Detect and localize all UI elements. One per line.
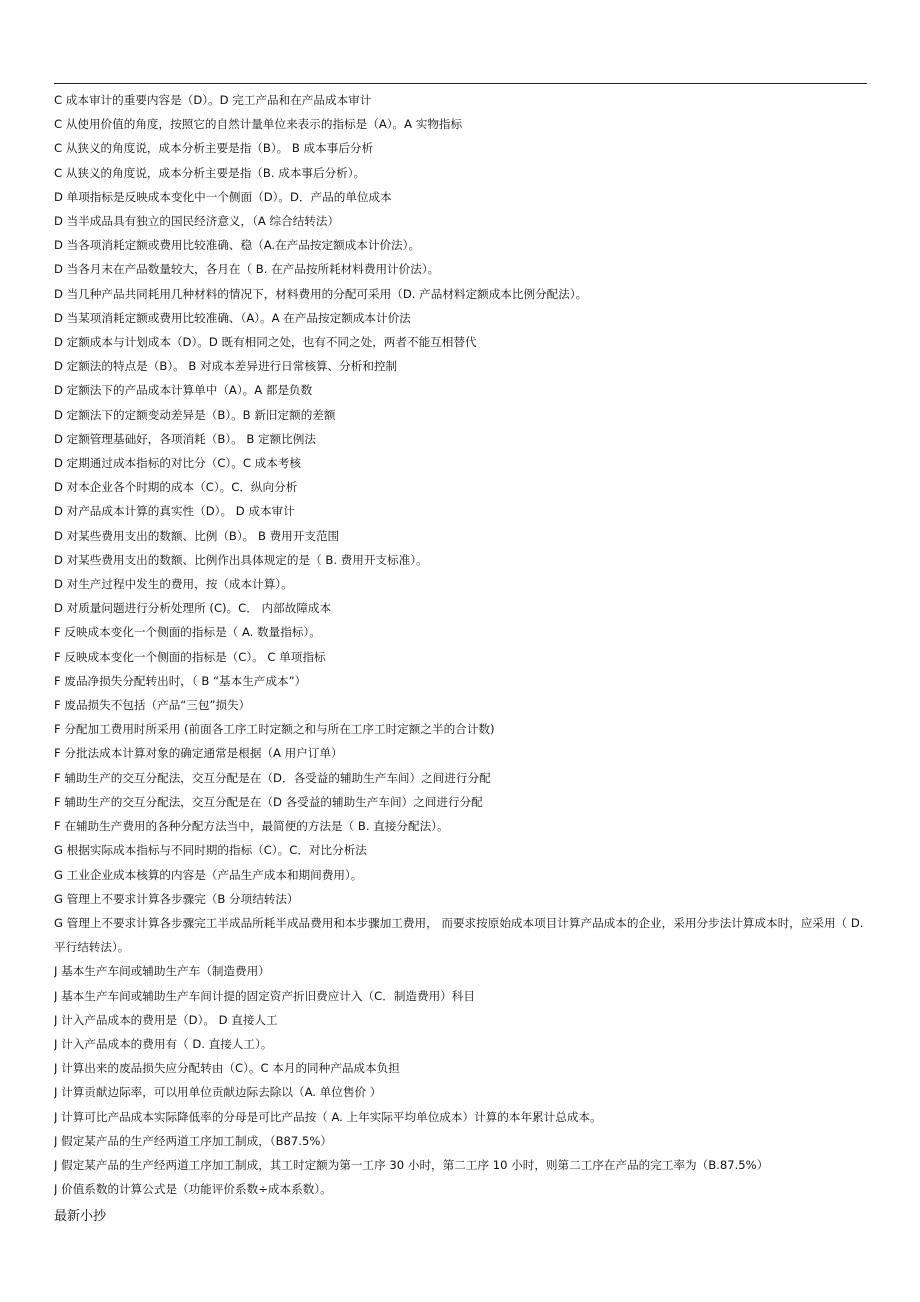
text-line: G 管理上不要求计算各步骤完（B 分项结转法） bbox=[54, 891, 299, 906]
document-body bbox=[54, 88, 867, 1201]
text-line: D 定额管理基础好，各项消耗（B）。 B 定额比例法 bbox=[54, 431, 316, 446]
text-line: D 单项指标是反映成本变化中一个侧面（D）。D．产品的单位成本 bbox=[54, 189, 392, 204]
text-line: D 对产品成本计算的真实性（D）。 D 成本审计 bbox=[54, 504, 295, 519]
text-line: D 对某些费用支出的数额、比例作出具体规定的是（ B. 费用开支标准）。 bbox=[54, 552, 428, 567]
text-line: D 当各项消耗定额或费用比较准确、稳（A.在产品按定额成本计价法）。 bbox=[54, 238, 421, 253]
text-line: C 从狭义的角度说，成本分析主要是指（B）。 B 成本事后分析 bbox=[54, 141, 374, 156]
text-line: C 从狭义的角度说，成本分析主要是指（B. 成本事后分析）。 bbox=[54, 165, 366, 180]
text-line: J 计算可比产品成本实际降低率的分母是可比产品按（ A. 上年实际平均单位成本）计算的本年累计总成本。 bbox=[54, 1109, 602, 1124]
text-line: G 工业企业成本核算的内容是（产品生产成本和期间费用）。 bbox=[54, 867, 363, 882]
text-line: F 分配加工费用时所采用 (前面各工序工时定额之和与所在工序工时定额之半的合计数) bbox=[54, 722, 495, 737]
text-line: C 成本审计的重要内容是（D）。D 完工产品和在产品成本审计 bbox=[54, 93, 372, 107]
text-line: F 反映成本变化一个侧面的指标是（ A. 数量指标）。 bbox=[54, 625, 321, 640]
text-line: F 废品损失不包括（产品“三包”损失） bbox=[54, 698, 251, 713]
text-line: F 分批法成本计算对象的确定通常是根据（A 用户订单） bbox=[54, 746, 343, 761]
text-line: D 当某项消耗定额或费用比较准确、（A）。A 在产品按定额成本计价法 bbox=[54, 310, 411, 325]
text-line: D 对生产过程中发生的费用，按（成本计算）。 bbox=[54, 577, 293, 592]
text-line: J 基本生产车间或辅助生产车（制造费用） bbox=[54, 964, 270, 979]
text-line: C 从使用价值的角度，按照它的自然计量单位来表示的指标是（A）。A 实物指标 bbox=[54, 117, 463, 132]
text-line: D 定额法下的产品成本计算单中（A）。A 都是负数 bbox=[54, 383, 313, 398]
text-line: J 计入产品成本的费用有（ D. 直接人工）。 bbox=[54, 1036, 273, 1051]
text-line: D 定额法的特点是（B）。 B 对成本差异进行日常核算、分析和控制 bbox=[54, 359, 398, 374]
text-line: F 辅助生产的交互分配法，交互分配是在（D 各受益的辅助生产车间）之间进行分配 bbox=[54, 794, 483, 809]
text-line: D 定额成本与计划成本（D）。D 既有相同之处，也有不同之处，两者不能互相替代 bbox=[54, 335, 477, 350]
text-line: J 基本生产车间或辅助生产车间计提的固定资产折旧费应计入（C．制造费用）科目 bbox=[54, 988, 475, 1003]
text-line: J 假定某产品的生产经两道工序加工制成，（B87.5%） bbox=[54, 1133, 332, 1148]
text-line: J 计算贡献边际率，可以用单位贡献边际去除以（A. 单位售价 ） bbox=[54, 1085, 382, 1100]
text-line: F 反映成本变化一个侧面的指标是（C）。 C 单项指标 bbox=[54, 649, 326, 664]
text-line: J 计算出来的废品损失应分配转由（C）。C 本月的同种产品成本负担 bbox=[54, 1061, 400, 1076]
text-line: G 管理上不要求计算各步骤完工半成品所耗半成品费用和本步骤加工费用， 而要求按原始成本项目计算产品成本的企业，采用分步法计算成本时，应采用（ D. 平行结转法）。 bbox=[54, 915, 864, 955]
text-line: F 在辅助生产费用的各种分配方法当中，最简便的方法是（ B. 直接分配法）。 bbox=[54, 819, 449, 834]
text-line: D 当各月末在产品数量较大，各月在（ B. 在产品按所耗材料费用计价法）。 bbox=[54, 262, 440, 277]
text-line: D 对某些费用支出的数额、比例（B）。 B 费用开支范围 bbox=[54, 528, 340, 543]
text-line: D 当几种产品共同耗用几种材料的情况下，材料费用的分配可采用（D. 产品材料定额成本比例分配法）。 bbox=[54, 286, 588, 301]
header-rule bbox=[54, 83, 867, 84]
text-line: D 对质量问题进行分析处理所 (C)。C． 内部故障成本 bbox=[54, 601, 332, 616]
text-line: G 根据实际成本指标与不同时期的指标（C）。C．对比分析法 bbox=[54, 843, 367, 858]
text-line: D 对本企业各个时期的成本（C）。C．纵向分析 bbox=[54, 480, 298, 495]
text-line: D 当半成品具有独立的国民经济意义，（A 综合结转法） bbox=[54, 214, 340, 229]
footer-note: 最新小抄 bbox=[54, 1209, 107, 1224]
text-line: D 定额法下的定额变动差异是（B）。B 新旧定额的差额 bbox=[54, 407, 336, 422]
text-line: D 定期通过成本指标的对比分（C）。C 成本考核 bbox=[54, 456, 301, 471]
text-line: J 计入产品成本的费用是（D）。 D 直接人工 bbox=[54, 1012, 278, 1027]
text-line: F 废品净损失分配转出时，（ B “基本生产成本”） bbox=[54, 673, 307, 688]
text-line: J 假定某产品的生产经两道工序加工制成，其工时定额为第一工序 30 小时，第二工序 10 小时，则第二工序在产品的完工率为（B.87.5%） bbox=[54, 1157, 769, 1172]
text-line: J 价值系数的计算公式是（功能评价系数÷成本系数）。 bbox=[54, 1182, 332, 1197]
text-line: F 辅助生产的交互分配法，交互分配是在（D．各受益的辅助生产车间）之间进行分配 bbox=[54, 770, 491, 785]
